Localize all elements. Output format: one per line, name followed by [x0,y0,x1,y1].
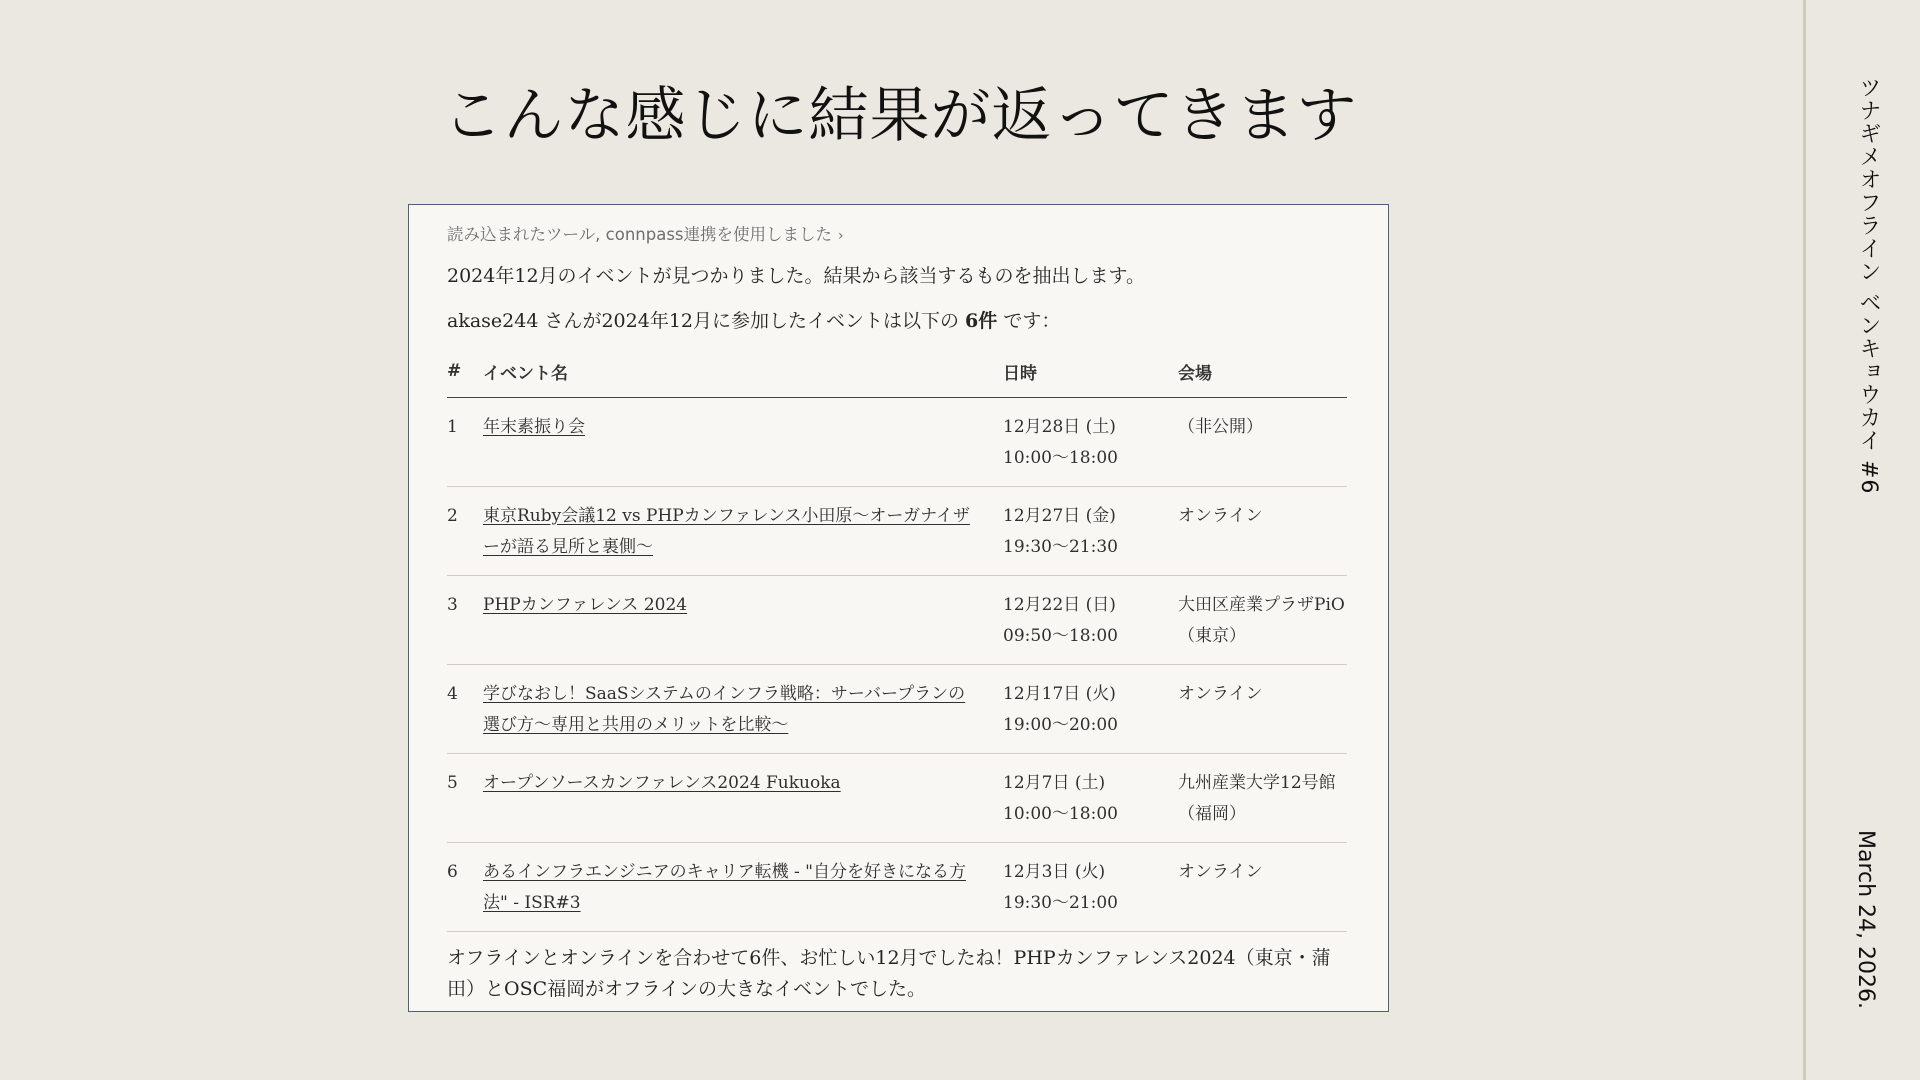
table-row [447,398,1347,487]
row-number: 4 [447,665,483,754]
event-time: 10:00〜18:00 [1003,804,1118,824]
row-number: 6 [447,843,483,932]
chevron-right-icon: › [838,228,844,244]
event-venue: 九州産業大学12号館（福岡） [1178,754,1347,843]
summary-suffix: です： [997,310,1061,332]
event-venue: （非公開） [1178,398,1347,487]
tool-usage-label: 読み込まれたツール, connpass連携を使用しました [447,225,833,244]
event-venue: 大田区産業プラザPiO（東京） [1178,576,1347,665]
row-number: 2 [447,487,483,576]
event-link[interactable]: オープンソースカンファレンス2024 Fukuoka [483,773,841,793]
event-date: 12月3日 (火) [1003,862,1106,882]
event-time: 19:00〜20:00 [1003,715,1118,735]
event-date: 12月22日 (日) [1003,595,1116,615]
event-link[interactable]: あるインフラエンジニアのキャリア転機 - "自分を好きになる方法" - ISR#3 [483,862,966,913]
event-time: 19:30〜21:00 [1003,893,1118,913]
row-number: 3 [447,576,483,665]
event-date: 12月17日 (火) [1003,684,1116,704]
tool-usage-toggle[interactable] [447,221,844,245]
event-venue: オンライン [1178,487,1347,576]
table-row [447,843,1347,932]
row-number: 5 [447,754,483,843]
header-event-name: イベント名 [483,345,1003,398]
event-link[interactable]: 年末素振り会 [483,417,585,437]
event-link[interactable]: 学びなおし！SaaSシステムのインフラ戦略：サーバープランの選び方〜専用と共用のメリットを比較〜 [483,684,966,735]
sidebar-divider [1803,0,1806,1080]
table-row [447,487,1347,576]
summary-count: 6件 [965,310,998,332]
slide-title: こんな感じに結果が返ってきます [442,81,1358,151]
intro-text: 2024年12月のイベントが見つかりました。結果から該当するものを抽出します。 [447,265,1146,287]
event-time: 19:30〜21:30 [1003,537,1118,557]
event-series-label: ツナギメオフライン ベンキョウカイ #6 [1856,76,1881,495]
table-row [447,665,1347,754]
slide-date: March 24, 2026. [1853,830,1878,1010]
event-venue: オンライン [1178,665,1347,754]
event-date: 12月7日 (土) [1003,773,1106,793]
event-date: 12月28日 (土) [1003,417,1116,437]
event-link[interactable]: 東京Ruby会議12 vs PHPカンファレンス小田原〜オーガナイザーが語る見所と裏側〜 [483,506,970,557]
event-venue: オンライン [1178,843,1347,932]
table-row [447,576,1347,665]
events-table [447,345,1347,932]
event-time: 09:50〜18:00 [1003,626,1118,646]
event-link[interactable]: PHPカンファレンス 2024 [483,595,688,615]
event-date: 12月27日 (金) [1003,506,1116,526]
conclusion-text: オフラインとオンラインを合わせて6件、お忙しい12月でしたね！PHPカンファレンス2024（東京・蒲田）とOSC福岡がオフラインの大きなイベントでした。 [447,947,1331,1000]
table-row [447,754,1347,843]
row-number: 1 [447,398,483,487]
summary-text [447,306,1060,333]
header-datetime: 日時 [1003,345,1178,398]
header-number: # [447,345,483,398]
event-time: 10:00〜18:00 [1003,448,1118,468]
summary-prefix: akase244 さんが2024年12月に参加したイベントは以下の [447,310,966,332]
table-header-row [447,345,1347,398]
chat-response-screenshot [408,204,1389,1012]
header-venue: 会場 [1178,345,1347,398]
